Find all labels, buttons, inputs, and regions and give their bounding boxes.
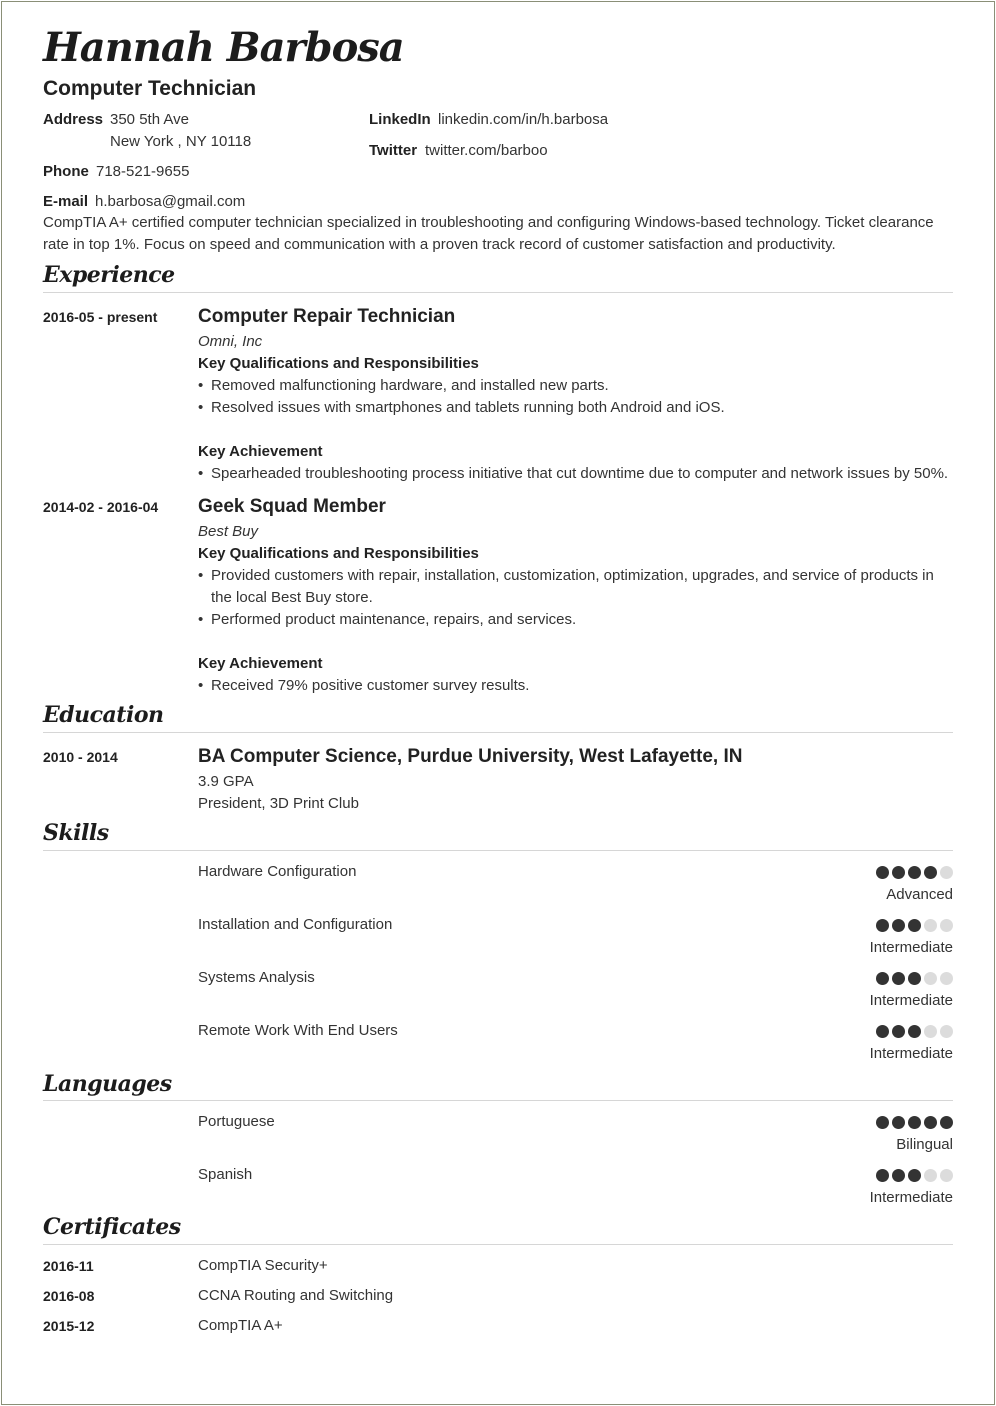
rating-dot-filled: [908, 866, 921, 879]
certificate-name: CCNA Routing and Switching: [198, 1287, 394, 1304]
rating-dot-filled: [924, 866, 937, 879]
rating-dot-empty: [924, 972, 937, 985]
linkedin-label: LinkedIn: [369, 111, 431, 128]
proficiency-level: Advanced: [886, 886, 953, 903]
rating-dot-empty: [940, 919, 953, 932]
rating-dot-filled: [908, 1116, 921, 1129]
rating-dot-empty: [940, 1169, 953, 1182]
phone-value: 718-521-9655: [96, 163, 190, 180]
education-gpa: 3.9 GPA: [198, 773, 254, 790]
rating-dot-filled: [876, 1116, 889, 1129]
rating-dot-empty: [924, 1169, 937, 1182]
rating-dots: [876, 1169, 953, 1182]
address-line1: 350 5th Ave: [110, 111, 189, 128]
rating-dot-filled: [924, 1116, 937, 1129]
job2-achievement: • Received 79% positive customer survey results.: [198, 677, 530, 694]
education-heading: Education: [43, 702, 164, 728]
rating-dot-filled: [892, 919, 905, 932]
email-value[interactable]: h.barbosa@gmail.com: [95, 193, 246, 210]
candidate-name: Hannah Barbosa: [43, 24, 404, 71]
education-degree: BA Computer Science, Purdue University, West Lafayette, IN: [198, 746, 743, 767]
rating-dot-filled: [892, 1025, 905, 1038]
rating-dots: [876, 919, 953, 932]
job1-qual-heading: Key Qualifications and Responsibilities: [198, 355, 479, 372]
education-divider: [43, 732, 953, 733]
job2-dates: 2014-02 - 2016-04: [43, 499, 159, 515]
rating-dot-empty: [940, 972, 953, 985]
rating-dots: [876, 972, 953, 985]
skill-name: Hardware Configuration: [198, 863, 357, 880]
address-label: Address: [43, 111, 104, 128]
rating-dots: [876, 1025, 953, 1038]
rating-dots: [876, 1116, 953, 1129]
job2-qual-heading: Key Qualifications and Responsibilities: [198, 545, 479, 562]
certificate-name: CompTIA A+: [198, 1317, 283, 1334]
skills-divider: [43, 850, 953, 851]
summary-line1: CompTIA A+ certified computer technician specialized in troubleshooting and configuring Windows-based technology. Ticket clearance: [43, 214, 934, 231]
rating-dot-filled: [892, 866, 905, 879]
certificate-date: 2015-12: [43, 1318, 95, 1334]
address-line2: New York , NY 10118: [110, 133, 252, 150]
job2-achievement-heading: Key Achievement: [198, 655, 323, 672]
rating-dot-filled: [876, 1169, 889, 1182]
job2-position: Geek Squad Member: [198, 496, 386, 517]
job2-bullet: • Performed product maintenance, repairs, and services.: [198, 611, 577, 628]
rating-dots: [876, 866, 953, 879]
skills-heading: Skills: [43, 820, 109, 846]
experience-divider: [43, 292, 953, 293]
education-activity: President, 3D Print Club: [198, 795, 359, 812]
certificate-date: 2016-11: [43, 1258, 94, 1274]
certificates-divider: [43, 1244, 953, 1245]
certificates-heading: Certificates: [43, 1214, 181, 1240]
job1-company: Omni, Inc: [198, 333, 263, 350]
rating-dot-filled: [908, 919, 921, 932]
proficiency-level: Intermediate: [869, 1189, 953, 1206]
job2-bullet-continuation: the local Best Buy store.: [211, 589, 373, 606]
job-title: Computer Technician: [43, 77, 257, 100]
certificate-name: CompTIA Security+: [198, 1257, 328, 1274]
rating-dot-filled: [940, 1116, 953, 1129]
rating-dot-empty: [940, 866, 953, 879]
linkedin-value[interactable]: linkedin.com/in/h.barbosa: [438, 111, 609, 128]
proficiency-level: Bilingual: [896, 1136, 953, 1153]
rating-dot-filled: [892, 972, 905, 985]
rating-dot-empty: [940, 1025, 953, 1038]
proficiency-level: Intermediate: [869, 992, 953, 1009]
job1-achievement: • Spearheaded troubleshooting process initiative that cut downtime due to computer and network issues by 50%.: [198, 465, 949, 482]
skill-name: Installation and Configuration: [198, 916, 393, 933]
rating-dot-filled: [876, 866, 889, 879]
job1-bullet: • Resolved issues with smartphones and tablets running both Android and iOS.: [198, 399, 725, 416]
rating-dot-filled: [876, 919, 889, 932]
rating-dot-filled: [892, 1169, 905, 1182]
language-name: Portuguese: [198, 1113, 275, 1130]
proficiency-level: Intermediate: [869, 1045, 953, 1062]
rating-dot-filled: [876, 1025, 889, 1038]
job1-achievement-heading: Key Achievement: [198, 443, 323, 460]
job1-dates: 2016-05 - present: [43, 309, 158, 325]
language-name: Spanish: [198, 1166, 253, 1183]
rating-dot-filled: [876, 972, 889, 985]
rating-dot-empty: [924, 919, 937, 932]
languages-divider: [43, 1100, 953, 1101]
rating-dot-filled: [908, 1169, 921, 1182]
rating-dot-filled: [892, 1116, 905, 1129]
proficiency-level: Intermediate: [869, 939, 953, 956]
job1-position: Computer Repair Technician: [198, 306, 456, 327]
phone-label: Phone: [43, 163, 89, 180]
job2-company: Best Buy: [198, 523, 259, 540]
rating-dot-empty: [924, 1025, 937, 1038]
email-label: E-mail: [43, 193, 89, 210]
education-dates: 2010 - 2014: [43, 749, 118, 765]
job1-bullet: • Removed malfunctioning hardware, and installed new parts.: [198, 377, 609, 394]
rating-dot-filled: [908, 972, 921, 985]
skill-name: Remote Work With End Users: [198, 1022, 398, 1039]
twitter-label: Twitter: [369, 142, 418, 159]
languages-heading: Languages: [43, 1071, 172, 1097]
experience-heading: Experience: [43, 262, 175, 288]
rating-dot-filled: [908, 1025, 921, 1038]
certificate-date: 2016-08: [43, 1288, 95, 1304]
summary-line2: rate in top 1%. Focus on speed and communication with a proven track record of customer satisfaction and productivity.: [43, 236, 836, 253]
skill-name: Systems Analysis: [198, 969, 315, 986]
job2-bullet: • Provided customers with repair, installation, customization, optimization, upgrades, and service of products in: [198, 567, 934, 584]
twitter-value[interactable]: twitter.com/barboo: [425, 142, 548, 159]
